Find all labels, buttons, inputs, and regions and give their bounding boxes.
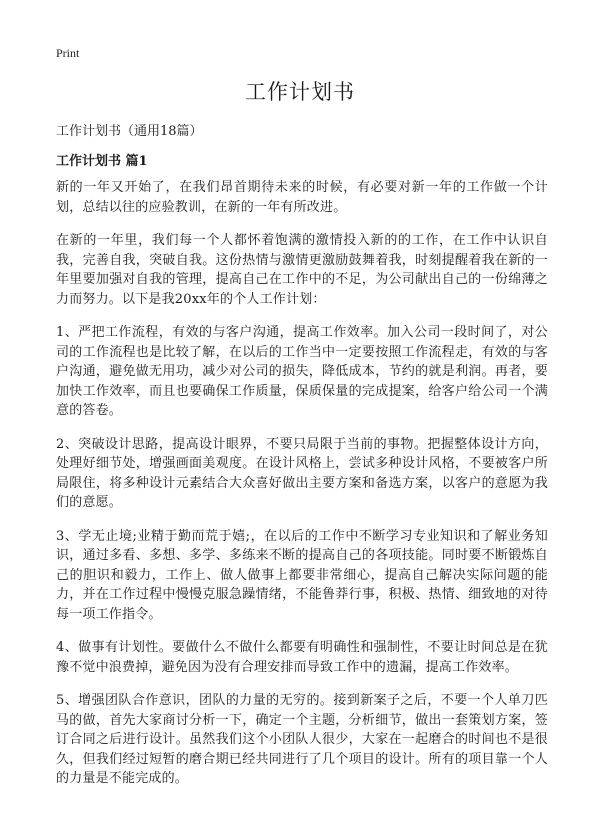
section-heading: 工作计划书 篇1: [56, 154, 148, 169]
document-title: 工作计划书: [245, 80, 355, 104]
paragraph: 3、学无止境;业精于勤而荒于嬉;，在以后的工作中不断学习专业知识和了解业务知识，通过多看、多想、多学、多练来不断的提高自己的各项技能。同时要不断锻炼自己的胆识和毅力，工作上、做人做事上都要非常细心，提高自己解决实际问题的能力，并在工作过程中慢慢克服急躁情绪，不能鲁莽行事，积极、热情、细致地的对待每一项工作指令。: [56, 528, 548, 622]
paragraph: 4、做事有计划性。要做什么不做什么都要有明确性和强制性，不要让时间总是在犹豫不觉中浪费掉，避免因为没有合理安排而导致工作中的遗漏，提高工作效率。: [56, 640, 548, 675]
document-subtitle: 工作计划书（通用18篇）: [56, 124, 203, 139]
paragraph: 1、严把工作流程，有效的与客户沟通，提高工作效率。加入公司一段时间了，对公司的工作流程也是比较了解，在以后的工作当中一定要按照工作流程走，有效的与客户沟通，避免做无用功，减少对公司的损失，降低成本，节约的就是利润。再者，要加快工作效率，而且也要确保工作质量，保质保量的完成提案，给客户给公司一个满意的答卷。: [56, 325, 548, 418]
document-body: [56, 178, 548, 803]
paragraph: 在新的一年里，我们每一个人都怀着饱满的激情投入新的的工作，在工作中认识自我，完善自我，突破自我。这份热情与激情更激励鼓舞着我，时刻提醒着我在新的一年里要加强对自我的管理，提高自己在工作中的不足，为公司献出自己的一份绵薄之力而努力。以下是我20xx年的个人工作计划：: [56, 233, 548, 307]
print-link[interactable]: Print: [56, 46, 80, 60]
paragraph: 新的一年又开始了，在我们昂首期待未来的时候，有必要对新一年的工作做一个计划，总结以往的应验教训，在新的一年有所改进。: [56, 180, 548, 215]
paragraph: 5、增强团队合作意识，团队的力量的无穷的。接到新案子之后，不要一个人单刀匹马的做，首先大家商讨分析一下，确定一个主题，分析细节，做出一套策划方案，签订合同之后进行设计。虽然我们这个小团队人很少，大家在一起磨合的时间也不是很久，但我们经过短暂的磨合期已经共同进行了几个项目的设计。所有的项目靠一个人的力量是不能完成的。: [56, 693, 548, 786]
paragraph: 2、突破设计思路，提高设计眼界，不要只局限于当前的事物。把握整体设计方向，处理好细节处，增强画面美观度。在设计风格上，尝试多种设计风格，不要被客户所局限住，将多种设计元素结合大众喜好做出主要方案和备选方案，以客户的意愿为我们的意愿。: [56, 436, 548, 510]
